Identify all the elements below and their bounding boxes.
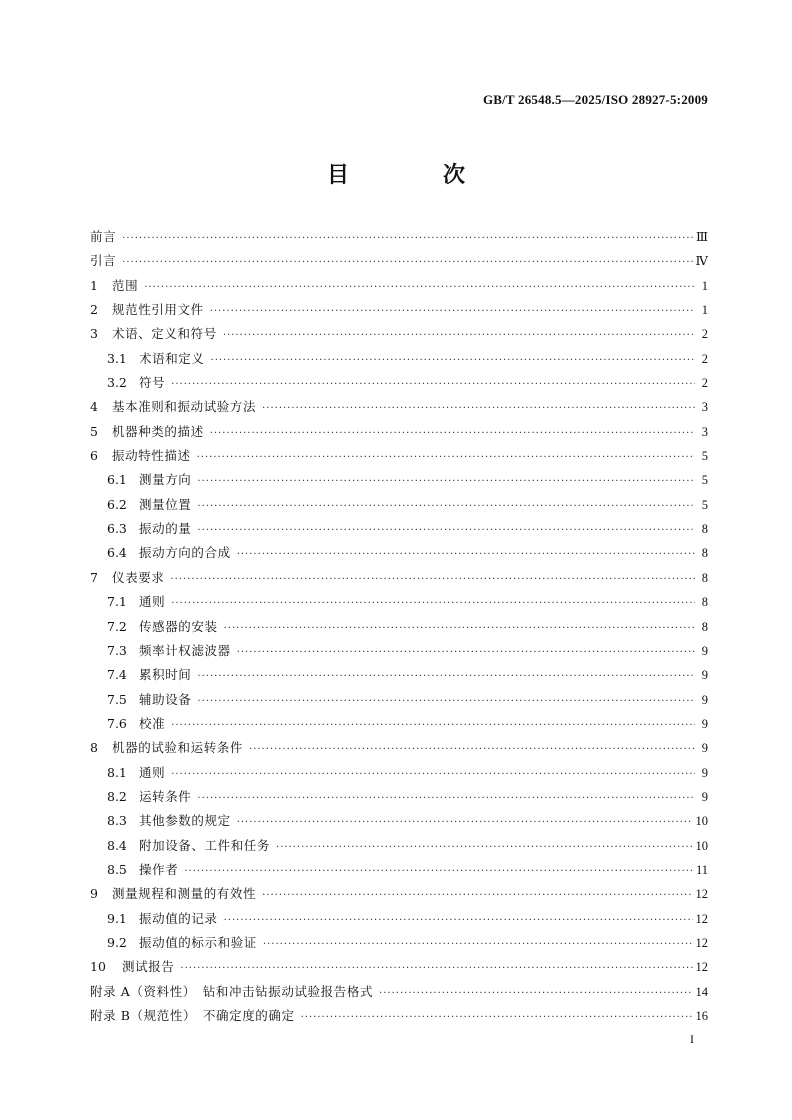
toc-dot-leader <box>301 1006 693 1030</box>
toc-dot-leader <box>197 665 695 689</box>
toc-entry-number: 7.6 <box>107 715 127 731</box>
toc-entry-page: 9 <box>701 789 708 804</box>
toc-entry-number: 6.3 <box>107 521 127 537</box>
toc-entry[interactable] <box>90 931 708 955</box>
toc-entry-label: 其他参数的规定 <box>139 813 231 829</box>
toc-entry[interactable] <box>90 274 708 298</box>
toc-entry-label: 振动值的标示和验证 <box>139 934 257 950</box>
toc-entry-number: 7.5 <box>107 691 127 707</box>
toc-dot-leader <box>184 860 693 884</box>
toc-entry[interactable] <box>90 420 708 444</box>
toc-entry-label: 通则 <box>139 764 166 780</box>
toc-entry-page: 12 <box>695 887 708 902</box>
toc-entry-label: 频率计权滤波器 <box>139 642 231 658</box>
toc-dot-leader <box>262 397 695 421</box>
toc-entry-page: Ⅲ <box>695 230 708 244</box>
toc-entry[interactable] <box>90 1004 708 1028</box>
toc-entry-page: 8 <box>701 595 708 610</box>
toc-dot-leader <box>224 909 693 933</box>
toc-entry[interactable] <box>90 761 708 785</box>
toc-entry-label: 振动特性描述 <box>112 448 191 464</box>
toc-entry[interactable] <box>90 517 708 541</box>
toc-entry-page: 2 <box>701 351 708 366</box>
toc-entry-label: 测量规程和测量的有效性 <box>112 886 257 902</box>
toc-entry[interactable] <box>90 566 708 590</box>
toc-entry-page: 9 <box>701 716 708 731</box>
toc-entry[interactable] <box>90 882 708 906</box>
toc-entry-number: 10 <box>90 959 106 975</box>
toc-dot-leader <box>170 568 695 592</box>
toc-dot-leader <box>224 617 695 641</box>
toc-entry-label: 附录 A（资料性） 钻和冲击钻振动试验报告格式 <box>90 983 374 999</box>
toc-entry-label: 操作者 <box>139 861 179 877</box>
toc-dot-leader <box>171 373 695 397</box>
toc-entry[interactable] <box>90 639 708 663</box>
toc-entry-number: 7 <box>90 569 98 585</box>
toc-entry-page: 2 <box>701 327 708 342</box>
toc-dot-leader <box>171 592 695 616</box>
toc-entry-page: 12 <box>695 935 708 950</box>
toc-entry-label: 术语和定义 <box>139 350 205 366</box>
toc-entry-number: 3 <box>90 326 98 342</box>
toc-entry-page: Ⅳ <box>695 254 708 269</box>
toc-entry[interactable] <box>90 907 708 931</box>
toc-entry-page: 9 <box>701 692 708 707</box>
toc-entry-number: 5 <box>90 423 98 439</box>
toc-entry-page: 9 <box>701 668 708 683</box>
toc-dot-leader <box>197 690 695 714</box>
toc-entry-number: 7.3 <box>107 642 127 658</box>
toc-entry-label: 引言 <box>90 253 117 269</box>
toc-entry-label: 附加设备、工件和任务 <box>139 837 271 853</box>
toc-entry-page: 10 <box>695 838 708 853</box>
toc-entry-number: 1 <box>90 277 98 293</box>
toc-entry[interactable] <box>90 225 708 249</box>
toc-dot-leader <box>122 227 693 251</box>
toc-dot-leader <box>197 446 695 470</box>
toc-entry-number: 3.2 <box>107 375 127 391</box>
toc-entry-label: 前言 <box>90 229 117 244</box>
toc-entry-page: 8 <box>701 619 708 634</box>
toc-entry[interactable] <box>90 298 708 322</box>
toc-dot-leader <box>249 738 695 762</box>
toc-entry-page: 12 <box>695 960 708 975</box>
toc-dot-leader <box>211 349 695 373</box>
table-of-contents <box>90 225 708 1028</box>
toc-entry-label: 校准 <box>139 715 166 731</box>
toc-entry-number: 6.1 <box>107 472 127 488</box>
toc-entry[interactable] <box>90 468 708 492</box>
toc-dot-leader <box>237 641 695 665</box>
toc-entry-number: 4 <box>90 399 98 415</box>
toc-entry[interactable] <box>90 736 708 760</box>
toc-entry-number: 7.1 <box>107 594 127 610</box>
toc-dot-leader <box>237 543 695 567</box>
toc-entry[interactable] <box>90 322 708 346</box>
toc-dot-leader <box>144 276 695 300</box>
toc-entry-number: 9 <box>90 886 98 902</box>
toc-dot-leader <box>122 251 692 275</box>
standard-code-header: GB/T 26548.5—2025/ISO 28927-5:2009 <box>482 92 708 107</box>
toc-entry-page: 16 <box>695 1009 708 1023</box>
toc-dot-leader <box>237 811 693 835</box>
toc-entry-number: 9.2 <box>107 934 127 950</box>
toc-entry-label: 振动值的记录 <box>139 910 218 926</box>
toc-dot-leader <box>197 787 695 811</box>
toc-entry-label: 测量方向 <box>139 472 192 488</box>
toc-entry-page: 1 <box>701 278 708 293</box>
toc-entry-label: 机器的试验和运转条件 <box>112 740 244 756</box>
toc-title: 目 次 <box>326 163 501 188</box>
toc-entry-number: 7.4 <box>107 667 127 683</box>
toc-entry-label: 附录 B（规范性） 不确定度的确定 <box>90 1008 295 1023</box>
page-number: I <box>690 1032 694 1046</box>
toc-entry-number: 8.1 <box>107 764 127 780</box>
toc-entry-label: 累积时间 <box>139 667 192 683</box>
toc-entry-label: 符号 <box>139 375 166 391</box>
toc-dot-leader <box>180 957 692 981</box>
toc-entry-page: 5 <box>701 473 708 488</box>
toc-entry-page: 1 <box>701 303 708 318</box>
toc-entry-label: 通则 <box>139 594 166 610</box>
toc-entry[interactable] <box>90 858 708 882</box>
toc-entry-number: 8.5 <box>107 861 127 877</box>
toc-entry[interactable] <box>90 347 708 371</box>
toc-entry[interactable] <box>90 663 708 687</box>
toc-dot-leader <box>197 519 695 543</box>
toc-dot-leader <box>262 884 692 908</box>
toc-entry-label: 测试报告 <box>122 959 175 975</box>
toc-entry[interactable] <box>90 955 708 979</box>
toc-entry-label: 振动方向的合成 <box>139 545 231 561</box>
toc-entry-number: 8 <box>90 740 98 756</box>
toc-dot-leader <box>197 495 695 519</box>
toc-entry-label: 振动的量 <box>139 521 192 537</box>
toc-entry[interactable] <box>90 712 708 736</box>
toc-entry[interactable] <box>90 590 708 614</box>
toc-entry-label: 术语、定义和符号 <box>112 326 217 342</box>
toc-entry-label: 基本准则和振动试验方法 <box>112 399 257 415</box>
toc-entry-label: 辅助设备 <box>139 691 192 707</box>
toc-entry-page: 8 <box>701 546 708 561</box>
toc-dot-leader <box>210 422 695 446</box>
toc-entry-label: 仪表要求 <box>112 569 165 585</box>
toc-entry-number: 3.1 <box>107 350 127 366</box>
toc-dot-leader <box>223 324 695 348</box>
toc-entry-number: 8.2 <box>107 788 127 804</box>
toc-entry-page: 5 <box>701 449 708 464</box>
toc-entry-page: 2 <box>701 376 708 391</box>
toc-entry[interactable] <box>90 493 708 517</box>
toc-entry[interactable] <box>90 395 708 419</box>
toc-entry[interactable] <box>90 834 708 858</box>
toc-entry-page: 9 <box>701 741 708 756</box>
toc-entry-label: 运转条件 <box>139 788 192 804</box>
toc-entry-number: 8.3 <box>107 813 127 829</box>
toc-entry-page: 5 <box>701 497 708 512</box>
toc-entry-number: 6 <box>90 448 98 464</box>
toc-entry-label: 测量位置 <box>139 496 192 512</box>
toc-dot-leader <box>276 836 692 860</box>
toc-entry-page: 9 <box>701 765 708 780</box>
toc-entry-number: 8.4 <box>107 837 127 853</box>
toc-entry-page: 3 <box>701 424 708 439</box>
toc-dot-leader <box>171 714 695 738</box>
toc-entry-page: 8 <box>701 522 708 537</box>
toc-entry-page: 12 <box>695 911 708 926</box>
toc-entry[interactable] <box>90 688 708 712</box>
toc-entry-page: 9 <box>701 643 708 658</box>
toc-entry[interactable] <box>90 541 708 565</box>
toc-entry-page: 8 <box>701 570 708 585</box>
toc-entry-number: 7.2 <box>107 618 127 634</box>
toc-dot-leader <box>263 933 693 957</box>
toc-entry[interactable] <box>90 785 708 809</box>
toc-dot-leader <box>379 982 692 1006</box>
toc-entry[interactable] <box>90 444 708 468</box>
toc-entry[interactable] <box>90 371 708 395</box>
toc-entry[interactable] <box>90 980 708 1004</box>
toc-entry-page: 14 <box>695 984 708 999</box>
toc-entry[interactable] <box>90 809 708 833</box>
toc-dot-leader <box>197 470 695 494</box>
toc-entry[interactable] <box>90 249 708 273</box>
toc-entry-label: 范围 <box>112 277 139 293</box>
toc-entry-label: 机器种类的描述 <box>112 423 204 439</box>
toc-entry[interactable] <box>90 615 708 639</box>
toc-entry-number: 9.1 <box>107 910 127 926</box>
toc-entry-number: 6.2 <box>107 496 127 512</box>
toc-entry-number: 6.4 <box>107 545 127 561</box>
toc-entry-page: 3 <box>701 400 708 415</box>
toc-entry-label: 规范性引用文件 <box>112 302 204 318</box>
toc-entry-page: 11 <box>695 862 708 877</box>
toc-entry-label: 传感器的安装 <box>139 618 218 634</box>
toc-dot-leader <box>171 763 695 787</box>
toc-dot-leader <box>210 300 695 324</box>
toc-entry-number: 2 <box>90 302 98 318</box>
toc-entry-page: 10 <box>695 814 708 829</box>
